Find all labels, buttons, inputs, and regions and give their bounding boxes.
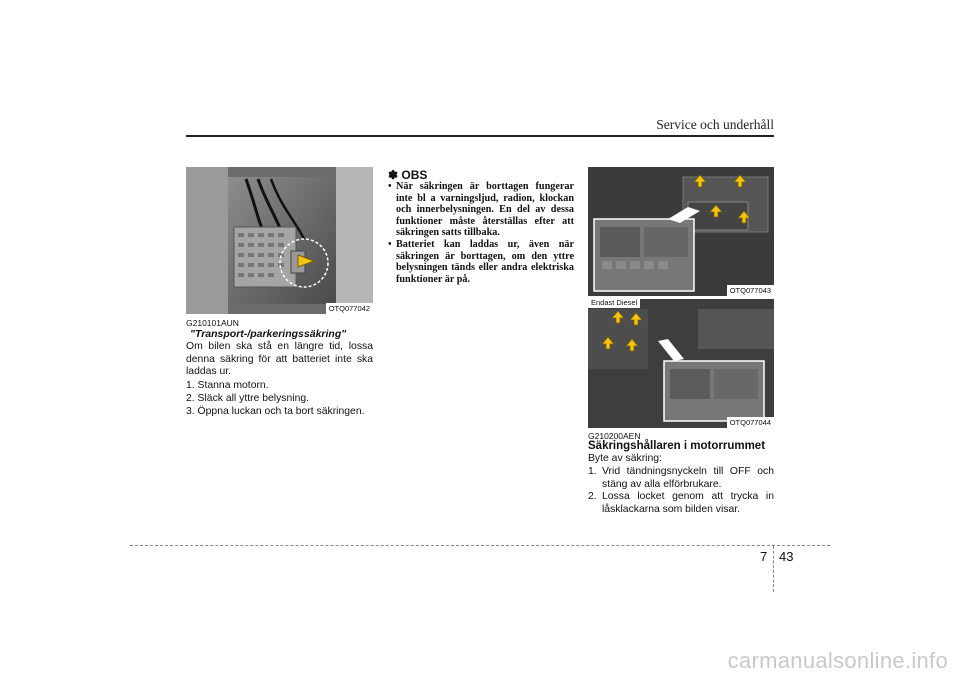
step-1: 1. Stanna motorn.	[186, 380, 269, 391]
bullet-icon: •	[388, 181, 392, 192]
step-2: 2. Släck all yttre belysning.	[186, 393, 310, 404]
section-heading: Säkringshållaren i motorrummet	[588, 440, 766, 452]
footer-rule	[130, 545, 830, 546]
section-code: G210200AEN	[588, 431, 641, 441]
step-3: 3. Öppna luckan och ta bort säkringen.	[186, 406, 365, 417]
photo-caption: OTQ077044	[727, 417, 774, 428]
photo-caption: OTQ077043	[727, 285, 774, 296]
interior-fuse-illustration	[186, 167, 373, 314]
obs-item-text: Batteriet kan laddas ur, även när säkringen är borttagen, om den yttre belysningen tänds eller andra elektriska funktioner är på.	[396, 238, 574, 285]
photo-engine-bay-diesel	[588, 299, 774, 428]
obs-item	[388, 181, 574, 239]
watermark: carmanualsonline.info	[727, 648, 948, 673]
numbered-step	[588, 491, 774, 516]
section-code: G210101AUN	[186, 318, 239, 328]
numbered-step	[588, 466, 774, 491]
step-text: Lossa locket genom att trycka in låsklackarna som bilden visar.	[602, 491, 774, 515]
photo-label: Endast Diesel	[588, 299, 640, 308]
obs-item	[388, 239, 574, 285]
obs-item-text: När säkringen är borttagen fungerar inte bl a varningsljud, radion, klockan och innerbelysningen. En del av dessa funktioner måste återställas efter att säkringen satts tillbaka.	[396, 181, 574, 239]
step-number: 2.	[588, 491, 597, 503]
obs-list	[388, 181, 574, 285]
photo-interior-fuse-panel	[186, 167, 373, 314]
subheading: "Transport-/parkeringssäkring"	[190, 328, 347, 340]
paragraph: Om bilen ska stå en längre tid, lossa denna säkring för att batteriet inte ska laddas ur.	[186, 341, 373, 378]
step-text: Vrid tändningsnyckeln till OFF och stäng av alla elförbrukare.	[602, 466, 774, 490]
intro-line: Byte av säkring:	[588, 453, 662, 464]
step-number: 1.	[588, 466, 597, 477]
footer-divider	[773, 546, 774, 592]
obs-title: ✽ OBS	[388, 168, 428, 182]
engine-bay-illustration	[588, 167, 774, 296]
bullet-icon: •	[388, 238, 392, 250]
numbered-steps	[588, 466, 774, 516]
page-number: 43	[779, 549, 794, 564]
photo-caption: OTQ077042	[326, 303, 373, 314]
chapter-number: 7	[760, 549, 768, 564]
header-title: Service och underhåll	[656, 117, 774, 132]
header-rule	[186, 135, 774, 137]
photo-engine-bay	[588, 167, 774, 296]
diesel-engine-bay-illustration	[588, 299, 774, 428]
